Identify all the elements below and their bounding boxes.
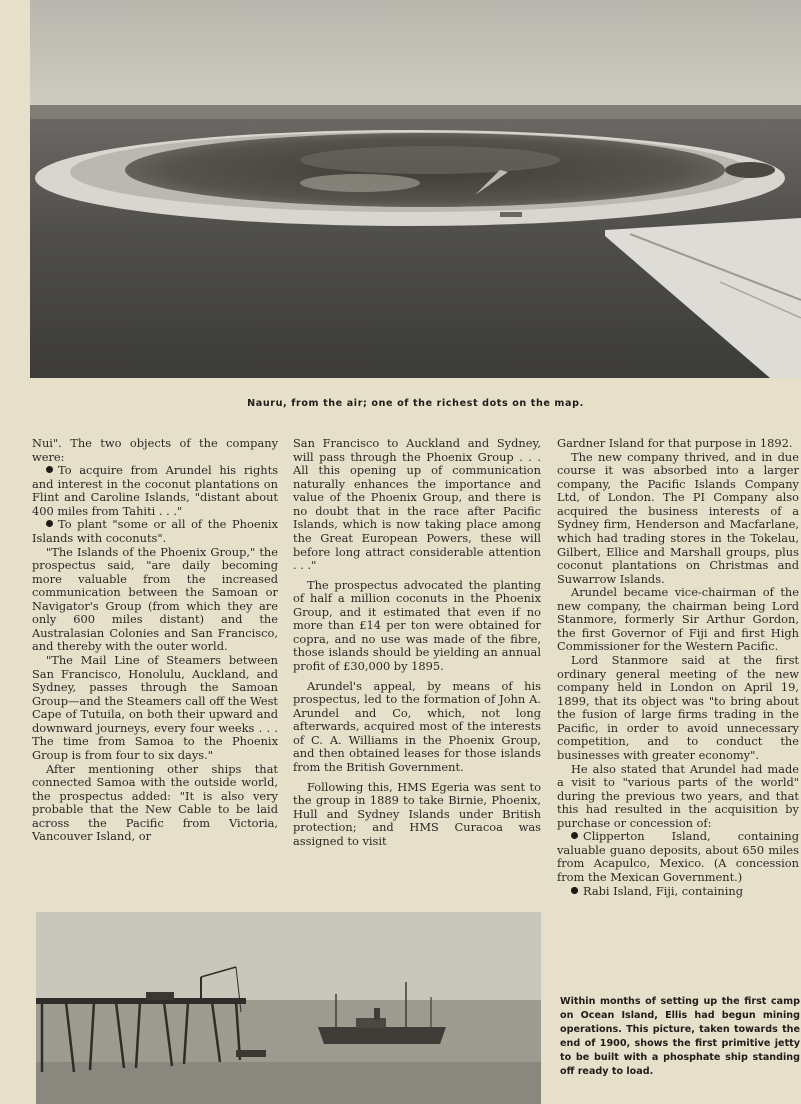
bullet-icon [46,520,53,527]
paragraph: "The Islands of the Phoenix Group," the prospectus said, "are daily becoming more valuable from the increased communication between the Samoan or Navigator's Group (from which they are only 600 miles distant) and the Australasian Colonies and San Francisco, and thereby with the outer world. [32,544,278,654]
paragraph: To plant "some or all of the Phoenix Islands with coconuts". [32,517,278,545]
article-column-3 [557,437,799,898]
paragraph: The new company thrived, and in due course it was absorbed into a larger company, the Pacific Islands Company Ltd, of London. The PI Company also acquired the business interests of a Sydney firm, Henderson and Macfarlane, which had trading stores in the Tokelau, Gilbert, Ellice and Marshall groups, plus coconut plantations on Christmas and Suwarrow Islands. [557,449,799,586]
bullet-icon [46,466,53,473]
paragraph: After mentioning other ships that connected Samoa with the outside world, the prospectus added: "It is also very probable that the New Cable to be laid across the Pacific from Victoria, Vancouver Island, or [32,761,278,844]
paragraph: "The Mail Line of Steamers between San Francisco, Honolulu, Auckland, and Sydney, passes through the Samoan Group—and the Steamers call off the West Cape of Tutuila, on both their upward and downward journeys, every four weeks . . . The time from Samoa to the Phoenix Group is from four to six days." [32,653,278,762]
paragraph: Clipperton Island, containing valuable guano deposits, about 650 miles from Acapulco, Mexico. (A concession from the Mexican Government.) [557,829,799,884]
paragraph: Following this, HMS Egeria was sent to the group in 1889 to take Birnie, Phoenix, Hull and Sydney Islands under British protection; and HMS Curacoa was assigned to visit [293,779,541,848]
bullet-icon [571,887,578,894]
paragraph: Arundel's appeal, by means of his prospectus, led to the formation of John A. Arundel and Co, which, not long afterwards, acquired most of the interests of C. A. Williams in the Phoenix Group, and then obtained leases for those islands from the British Government. [293,678,541,774]
paragraph: The prospectus advocated the planting of half a million coconuts in the Phoenix Group, and it estimated that even if no more than £14 per ton were obtained for copra, and no use was made of the fibre, those islands should be yielding an annual profit of £30,000 by 1895. [293,577,541,673]
paragraph: Gardner Island for that purpose in 1892. [557,436,793,450]
paragraph: Nui". The two objects of the company were: [32,436,278,464]
paragraph: He also stated that Arundel had made a visit to "various parts of the world" during the previous two years, and that this had resulted in the acquisition by purchase or concession of: [557,761,799,830]
paragraph: Arundel became vice-chairman of the new company, the chairman being Lord Stanmore, formerly Sir Arthur Gordon, the first Governor of Fiji and first High Commissioner for the Western Pacific. [557,585,799,654]
paragraph: To acquire from Arundel his rights and interest in the coconut plantations on Flint and Caroline Islands, "distant about 400 miles from Tahiti . . ." [32,463,278,518]
article-column-2 [293,437,541,848]
jetty-photo [36,912,541,1104]
paragraph: San Francisco to Auckland and Sydney, will pass through the Phoenix Group . . . All this opening up of communication naturally enhances the importance and value of the Phoenix Group, and there is no doubt that in the race after Pacific Islands, which is now taking place among the Great European Powers, these will before long attract considerable attention . . ." [293,436,541,573]
top-photo-caption: Nauru, from the air; one of the richest dots on the map. [247,398,584,409]
bullet-icon [571,832,578,839]
paragraph: Rabi Island, Fiji, containing [583,883,743,898]
article-column-1 [32,437,278,844]
nauru-aerial-photo [30,0,801,378]
bottom-photo-caption: Within months of setting up the first camp on Ocean Island, Ellis had begun mining operations. This picture, taken towards the end of 1900, shows the first primitive jetty to be built with a phosphate ship standing off ready to load. [560,996,800,1077]
paragraph: Lord Stanmore said at the first ordinary general meeting of the new company held in London on April 19, 1899, that its object was "to bring about the fusion of large firms trading in the Pacific, in order to avoid unnecessary competition, and to conduct the businesses with greater economy". [557,653,799,762]
